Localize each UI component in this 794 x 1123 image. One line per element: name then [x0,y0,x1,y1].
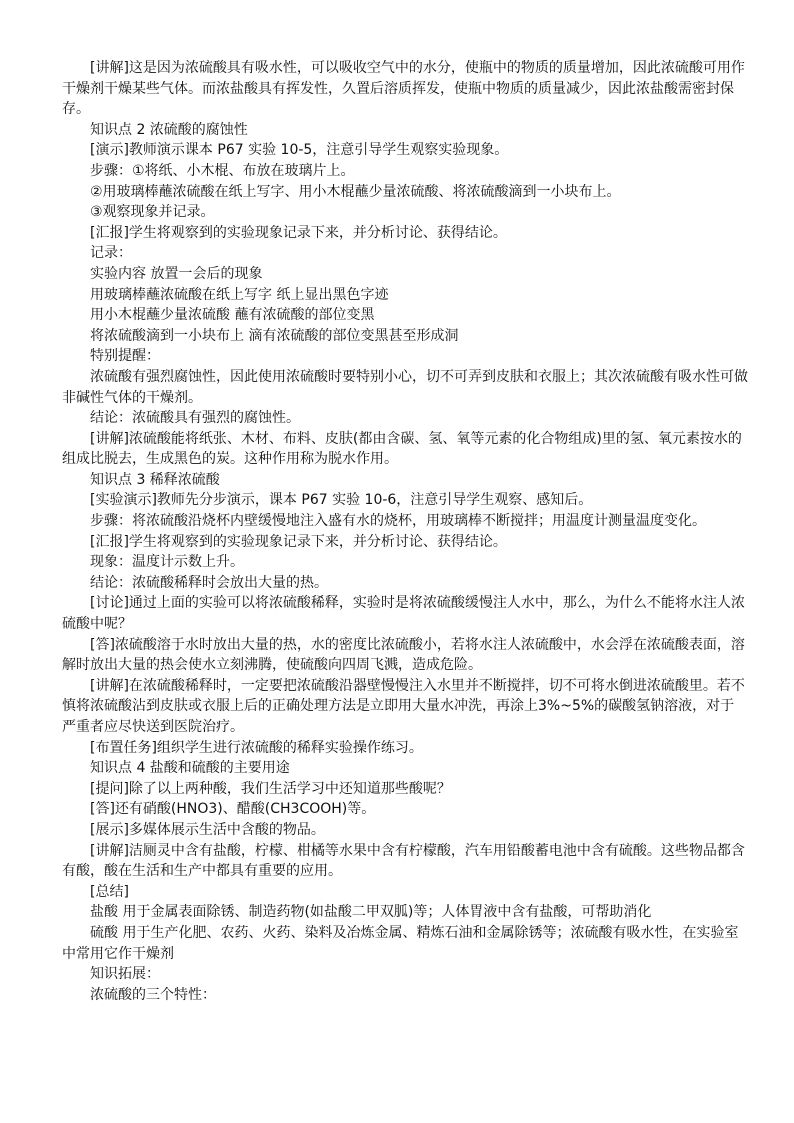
heading-knowledge-point-3: 知识点 3 稀释浓硫酸 [90,471,220,488]
heading-knowledge-point-4: 知识点 4 盐酸和硫酸的主要用途 [90,760,290,777]
heading-knowledge-point-2: 知识点 2 浓硫酸的腐蚀性 [90,121,248,138]
paragraph-knowledge-extension-label: 知识拓展： [90,966,160,983]
paragraph-answer-other-acids: [答]还有硝酸(HNO3)、醋酸(CH3COOH)等。 [90,801,376,818]
paragraph-explanation-everyday-acids: [讲解]洁厕灵中含有盐酸，柠檬、柑橘等水果中含有柠檬酸，汽车用铅酸蓄电池中含有硫酸。这些物品都含有酸，酸在生活和生产中都具有重要的应用。 [62,842,745,880]
record-row-stick: 用小木棍蘸少量浓硫酸 蘸有浓硫酸的部位变黑 [90,307,375,324]
paragraph-summary-hydrochloric: 盐酸 用于金属表面除锈、制造药物(如盐酸二甲双胍)等；人体胃液中含有盐酸，可帮助消化 [90,904,652,921]
paragraph-assign-task: [布置任务]组织学生进行浓硫酸的稀释实验操作练习。 [90,739,423,756]
paragraph-report-2: [汇报]学生将观察到的实验现象记录下来，并分析讨论、获得结论。 [90,533,507,550]
document-page [62,58,748,1005]
paragraph-special-reminder: 浓硫酸有强烈腐蚀性，因此使用浓硫酸时要特别小心，切不可弄到皮肤和衣服上；其次浓硫酸有吸水性可做非碱性气体的干燥剂。 [62,368,748,406]
paragraph-steps-3: ③观察现象并记录。 [90,204,215,221]
paragraph-dilution-steps: 步骤：将浓硫酸沿烧杯内壁缓慢地注入盛有水的烧杯，用玻璃棒不断搅拌；用温度计测量温度变化。 [90,513,706,530]
paragraph-summary-sulfuric: 硫酸 用于生产化肥、农药、火药、染料及冶炼金属、精炼石油和金属除锈等；浓硫酸有吸水性，在实验室中常用它作干燥剂 [62,924,739,962]
paragraph-answer-danger: [答]浓硫酸溶于水时放出大量的热，水的密度比浓硫酸小，若将水注人浓硫酸中，水会浮在浓硫酸表面，溶解时放出大量的热会使水立刻沸腾，使硫酸向四周飞溅，造成危险。 [62,636,745,674]
paragraph-conclusion-heat: 结论：浓硫酸稀释时会放出大量的热。 [90,574,328,591]
paragraph-discussion: [讨论]通过上面的实验可以将浓硫酸稀释，实验时是将浓硫酸缓慢注人水中，那么，为什么不能将水注人浓硫酸中呢？ [62,595,745,633]
paragraph-conclusion-corrosive: 结论：浓硫酸具有强烈的腐蚀性。 [90,410,300,427]
paragraph-steps-2: ②用玻璃棒蘸浓硫酸在纸上写字、用小木棍蘸少量浓硫酸、将浓硫酸滴到一小块布上。 [90,183,621,200]
paragraph-question-other-acids: [提问]除了以上两种酸，我们生活学习中还知道那些酸呢？ [90,780,451,797]
record-row-cloth: 将浓硫酸滴到一小块布上 滴有浓硫酸的部位变黑甚至形成洞 [90,327,459,344]
paragraph-show-multimedia: [展示]多媒体展示生活中含酸的物品。 [90,821,325,838]
record-header-row: 实验内容 放置一会后的现象 [90,265,263,282]
paragraph-steps-1: 步骤：①将纸、小木棍、布放在玻璃片上。 [90,162,355,179]
record-row-paper: 用玻璃棒蘸浓硫酸在纸上写字 纸上显出黑色字迹 [90,286,389,303]
paragraph-special-reminder-label: 特别提醒： [90,348,160,365]
paragraph-explanation-safety: [讲解]在浓硫酸稀释时，一定要把浓硫酸沿器壁慢慢注入水里并不断搅拌，切不可将水倒进浓硫酸里。若不慎将浓硫酸沾到皮肤或衣服上后的正确处理方法是立即用大量水冲洗，再涂上3%~5%的碳酸氢钠溶液，对于严重者应尽快送到医院治疗。 [62,677,745,735]
paragraph-demo-10-5: [演示]教师演示课本 P67 实验 10-5，注意引导学生观察实验现象。 [90,142,509,159]
paragraph-three-properties: 浓硫酸的三个特性： [90,986,216,1003]
paragraph-record-label: 记录： [90,245,132,262]
paragraph-demo-10-6: [实验演示]教师先分步演示，课本 P67 实验 10-6，注意引导学生观察、感知后。 [90,492,593,509]
paragraph-phenomenon: 现象：温度计示数上升。 [90,554,244,571]
paragraph-summary-label: [总结] [90,883,129,900]
paragraph-report-1: [汇报]学生将观察到的实验现象记录下来，并分析讨论、获得结论。 [90,224,507,241]
paragraph-explanation-absorption: [讲解]这是因为浓硫酸具有吸水性，可以吸收空气中的水分，使瓶中的物质的质量增加，因此浓硫酸可用作干燥剂干燥某些气体。而浓盐酸具有挥发性，久置后溶质挥发，使瓶中物质的质量减少，因此浓盐酸需密封保存。 [62,60,745,118]
paragraph-explanation-dehydration: [讲解]浓硫酸能将纸张、木材、布料、皮肤(都由含碳、氢、氧等元素的化合物组成)里的氢、氧元素按水的组成比脱去，生成黑色的炭。这种作用称为脱水作用。 [62,430,742,468]
